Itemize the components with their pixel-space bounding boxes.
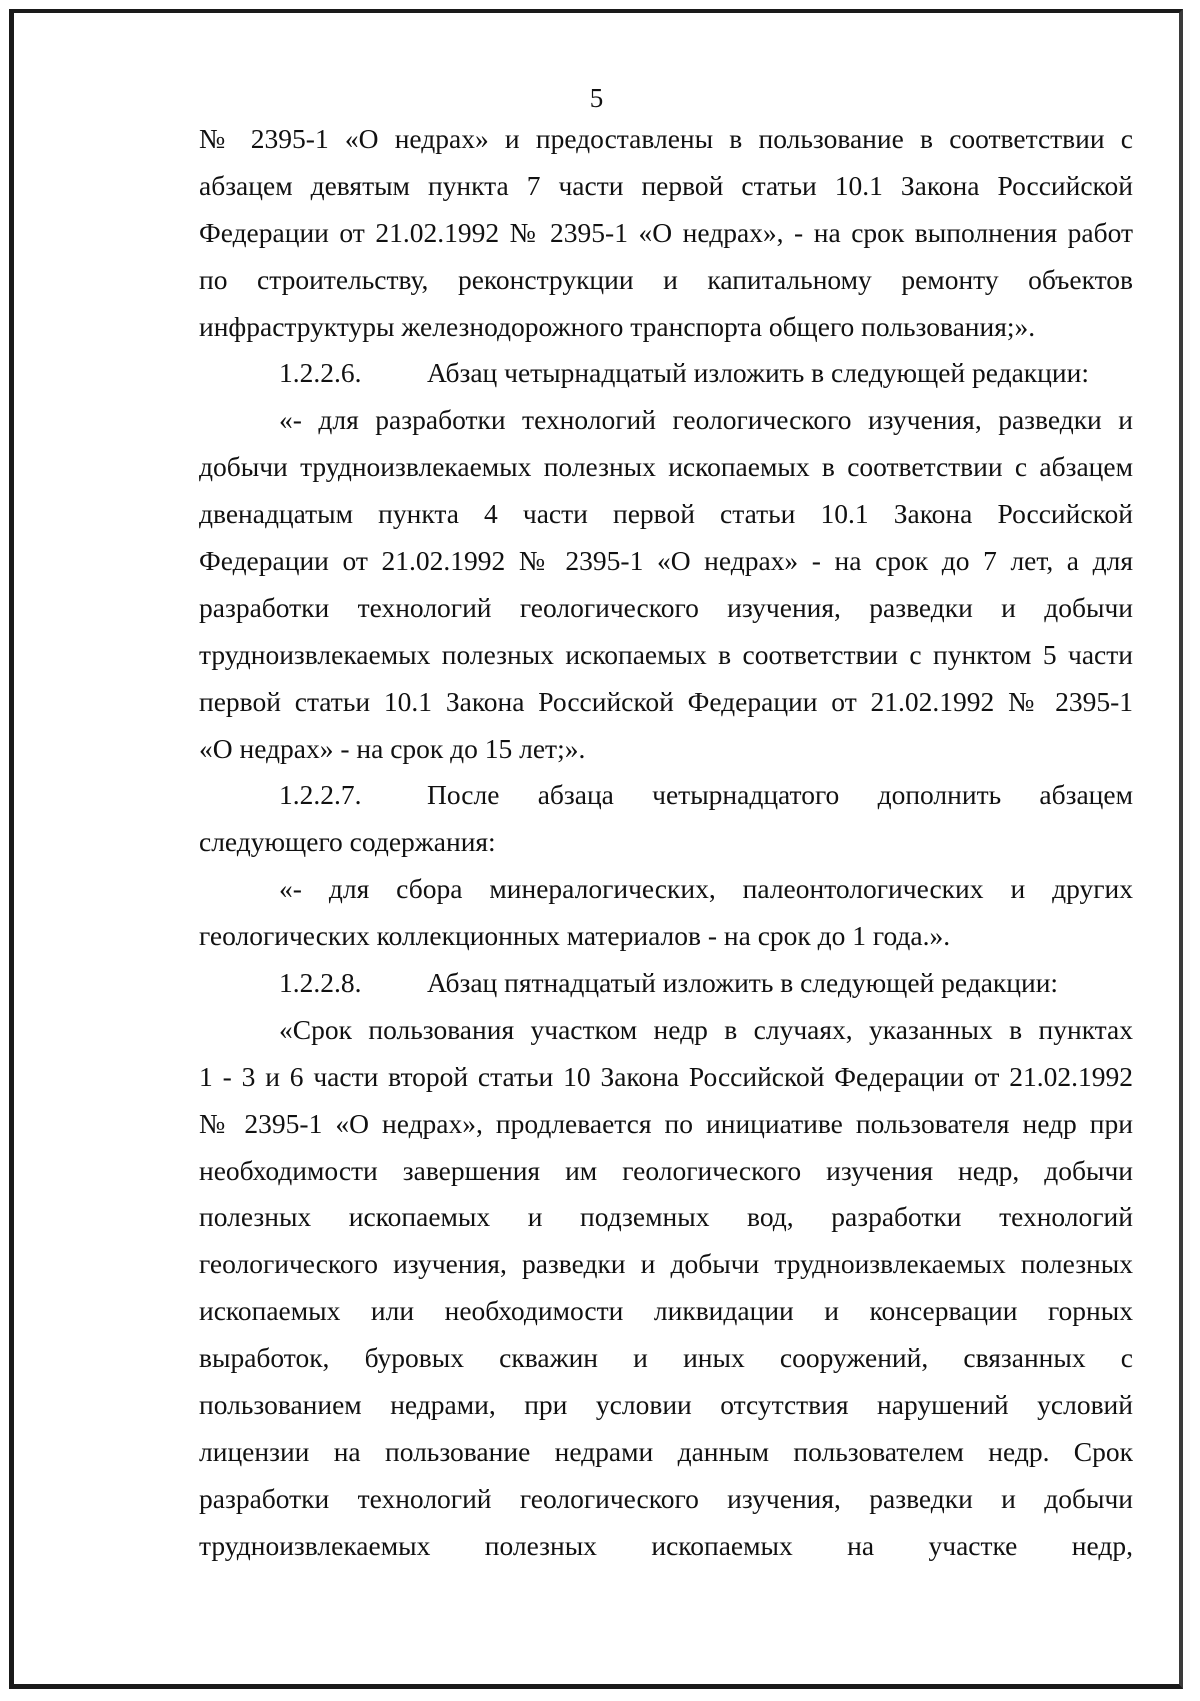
text-line: разработки технологий геологического изучения, разведки и добычи [199,591,1133,623]
text-line [199,350,1133,397]
text-line: № 2395-1 «О недрах», продлевается по инициативе пользователя недр при [199,1107,1133,1139]
text-line: трудноизвлекаемых полезных ископаемых в соответствии с пунктом 5 части [199,638,1133,670]
document-body [199,116,1133,1570]
text-line: № 2395-1 «О недрах» и предоставлены в пользование в соответствии с [199,123,1133,154]
text-line: «О недрах» - на срок до 15 лет;». [199,732,586,764]
text-line: инфраструктуры железнодорожного транспорта общего пользования;». [199,310,1036,342]
text-line: «- для разработки технологий геологического изучения, разведки и [279,404,1133,436]
text-line [199,960,1133,1007]
document-page [9,9,1183,1689]
text-line: двенадцатым пункта 4 части первой статьи 10.1 Закона Российской [199,498,1133,530]
text-line [199,772,1133,819]
clause-text: Абзац пятнадцатый изложить в следующей редакции: [427,967,1059,999]
text-line: по строительству, реконструкции и капитальному ремонту объектов [199,263,1133,295]
text-line: следующего содержания: [199,826,496,858]
text-line: «Срок пользования участком недр в случаях, указанных в пунктах [279,1013,1133,1045]
clause-number: 1.2.2.7. [279,779,362,811]
clause-text: После абзаца четырнадцатого дополнить абзацем [427,779,1133,811]
text-line: геологического изучения, разведки и добычи трудноизвлекаемых полезных [199,1248,1133,1280]
text-line: лицензии на пользование недрами данным пользователем недр. Срок [199,1435,1133,1467]
text-line: первой статьи 10.1 Закона Российской Федерации от 21.02.1992 № 2395-1 [199,685,1133,717]
text-line: 1 - 3 и 6 части второй статьи 10 Закона Российской Федерации от 21.02.1992 [199,1060,1133,1092]
text-line: полезных ископаемых и подземных вод, разработки технологий [199,1201,1133,1233]
text-line: выработок, буровых скважин и иных сооружений, связанных с [199,1342,1133,1374]
text-line: ископаемых или необходимости ликвидации и консервации горных [199,1295,1133,1327]
page-number: 5 [589,83,604,113]
text-line: разработки технологий геологического изучения, разведки и добычи [199,1482,1133,1514]
text-line: добычи трудноизвлекаемых полезных ископаемых в соответствии с абзацем [199,451,1133,483]
text-line: абзацем девятым пункта 7 части первой статьи 10.1 Закона Российской [199,169,1133,201]
text-line: «- для сбора минералогических, палеонтологических и других [279,873,1133,905]
text-line: трудноизвлекаемых полезных ископаемых на участке недр, [199,1529,1133,1561]
text-line: геологических коллекционных материалов - на срок до 1 года.». [199,920,951,952]
clause-number: 1.2.2.6. [279,357,362,389]
text-line: Федерации от 21.02.1992 № 2395-1 «О недрах», - на срок выполнения работ [199,216,1133,248]
text-line: Федерации от 21.02.1992 № 2395-1 «О недрах» - на срок до 7 лет, а для [199,545,1133,577]
clause-number: 1.2.2.8. [279,967,362,999]
text-line: необходимости завершения им геологического изучения недр, добычи [199,1154,1133,1186]
text-line: пользованием недрами, при условии отсутствия нарушений условий [199,1389,1133,1421]
clause-text: Абзац четырнадцатый изложить в следующей редакции: [427,357,1089,389]
